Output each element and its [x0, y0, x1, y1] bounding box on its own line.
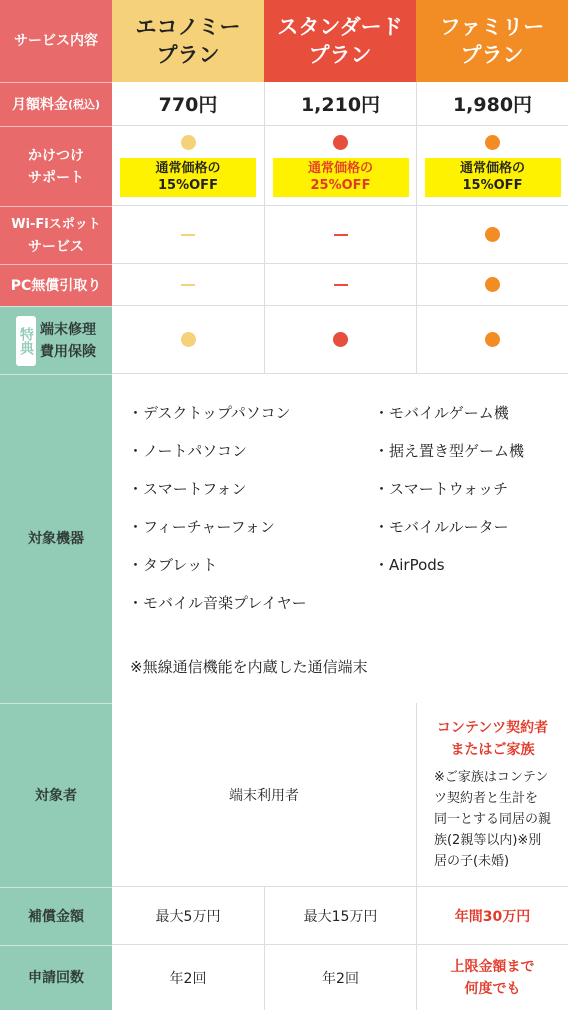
- target-common: [112, 703, 416, 887]
- coverage-label-cell: [0, 887, 112, 945]
- tokuten-standard: [264, 306, 416, 374]
- discount-line-2: 15%OFF: [462, 178, 523, 193]
- discount-line-1: 通常価格の: [155, 161, 221, 176]
- header-standard: [264, 0, 416, 82]
- wifi-family: [416, 206, 568, 264]
- price-value: 1,980円: [452, 94, 533, 116]
- device-item: ・据え置き型ゲーム機: [374, 442, 525, 460]
- discount-line-2: 15%OFF: [158, 178, 218, 193]
- kaketsuke-label-1: かけつけ: [28, 147, 84, 164]
- pc-label-cell: [0, 264, 112, 306]
- claims-economy: [112, 945, 264, 1010]
- claims-label: 申請回数: [28, 970, 84, 986]
- target-common-value: 端末利用者: [229, 787, 299, 804]
- discount-badge: [120, 158, 256, 197]
- standard-plan-name-2: プラン: [308, 43, 372, 67]
- included-dot-icon: [181, 332, 196, 347]
- pc-family: [416, 264, 568, 306]
- not-included-dash-icon: [181, 284, 195, 286]
- devices-column-2: [374, 394, 524, 584]
- discount-line-2: 25%OFF: [310, 178, 371, 193]
- included-dot-icon: [333, 135, 348, 150]
- device-item: ・モバイルルーター: [374, 518, 509, 536]
- claims-label-cell: [0, 945, 112, 1010]
- price-label-suffix: (税込): [67, 97, 101, 111]
- target-family: [416, 703, 568, 887]
- price-standard: [264, 82, 416, 126]
- target-label: 対象者: [35, 787, 77, 804]
- economy-plan-name-1: エコノミー: [135, 15, 241, 39]
- device-item: ・デスクトップパソコン: [128, 404, 291, 422]
- tokuten-economy: [112, 306, 264, 374]
- devices-note: ※無線通信機能を内蔵した通信端末: [130, 658, 368, 676]
- kaketsuke-economy: [112, 126, 264, 206]
- included-dot-icon: [485, 332, 500, 347]
- wifi-economy: [112, 206, 264, 264]
- wifi-label-cell: [0, 206, 112, 264]
- family-note-line: ツ契約者と生計を: [433, 791, 538, 806]
- coverage-label: 補償金額: [28, 908, 84, 925]
- header-family: [416, 0, 568, 82]
- family-plan-name-1: ファミリー: [439, 15, 545, 39]
- not-included-dash-icon: [181, 234, 195, 236]
- coverage-value: 最大15万円: [303, 908, 378, 925]
- included-dot-icon: [485, 277, 500, 292]
- not-included-dash-icon: [334, 234, 348, 236]
- pc-standard: [264, 264, 416, 306]
- device-item: ・モバイルゲーム機: [374, 404, 509, 422]
- discount-line-1: 通常価格の: [307, 161, 373, 176]
- claims-standard: [264, 945, 416, 1010]
- coverage-economy: [112, 887, 264, 945]
- price-economy: [112, 82, 264, 126]
- wifi-standard: [264, 206, 416, 264]
- devices-label: 対象機器: [28, 531, 84, 547]
- devices-column-1: [128, 394, 307, 622]
- device-item: ・タブレット: [128, 556, 218, 574]
- family-target-title-2: またはご家族: [450, 742, 535, 758]
- tokuten-label-2: 費用保険: [40, 343, 96, 360]
- coverage-family: [416, 887, 568, 945]
- device-item: ・スマートウォッチ: [374, 480, 509, 498]
- pc-label: PC無償引取り: [10, 277, 102, 294]
- included-dot-icon: [181, 135, 196, 150]
- family-note-line: 居の子(未婚): [433, 854, 510, 869]
- device-item: ・ノートパソコン: [128, 442, 247, 460]
- wifi-label-2: サービス: [28, 238, 84, 255]
- tokuten-label-cell: [0, 306, 112, 374]
- kaketsuke-standard: [264, 126, 416, 206]
- tokuten-label-1: 端末修理: [40, 321, 96, 338]
- included-dot-icon: [485, 135, 500, 150]
- family-plan-name-2: プラン: [460, 43, 524, 67]
- device-item: ・フィーチャーフォン: [128, 518, 275, 536]
- claims-family-line-2: 何度でも: [464, 980, 521, 997]
- price-value: 1,210円: [300, 94, 381, 116]
- family-target-title-1: コンテンツ契約者: [436, 720, 549, 736]
- claims-family-line-1: 上限金額まで: [450, 958, 535, 975]
- price-label-cell: [0, 82, 112, 126]
- claims-value: 年2回: [169, 970, 207, 987]
- included-dot-icon: [485, 227, 500, 242]
- family-note-line: 族(2親等以内)※別: [433, 833, 542, 848]
- economy-plan-name-2: プラン: [156, 43, 220, 67]
- standard-plan-name-1: スタンダード: [277, 15, 403, 39]
- family-note-line: ※ご家族はコンテン: [433, 770, 549, 785]
- claims-value: 年2回: [322, 970, 359, 987]
- target-label-cell: [0, 703, 112, 887]
- price-label: 月額料金: [11, 96, 68, 113]
- kaketsuke-label-2: サポート: [28, 169, 84, 186]
- kaketsuke-family: [416, 126, 568, 206]
- devices-list: [112, 374, 568, 704]
- tokuten-family: [416, 306, 568, 374]
- family-note-line: 同一とする同居の親: [433, 812, 551, 827]
- coverage-value: 最大5万円: [155, 908, 221, 925]
- device-item: ・スマートフォン: [128, 480, 247, 498]
- coverage-standard: [264, 887, 416, 945]
- coverage-value: 年間30万円: [454, 908, 531, 925]
- kaketsuke-label-cell: [0, 126, 112, 206]
- discount-line-1: 通常価格の: [459, 161, 525, 176]
- header-label-cell: [0, 0, 112, 82]
- device-item: ・モバイル音楽プレイヤー: [128, 594, 307, 612]
- devices-label-cell: [0, 374, 112, 703]
- discount-badge: [425, 158, 561, 197]
- tokuten-badge: 特典: [16, 316, 36, 366]
- pc-economy: [112, 264, 264, 306]
- header-economy: [112, 0, 264, 82]
- price-value: 770円: [158, 94, 218, 116]
- device-item: ・AirPods: [374, 556, 445, 574]
- not-included-dash-icon: [334, 284, 348, 286]
- included-dot-icon: [333, 332, 348, 347]
- discount-badge: [273, 158, 409, 197]
- service-label: サービス内容: [14, 33, 98, 49]
- price-family: [416, 82, 568, 126]
- claims-family: [416, 945, 568, 1010]
- wifi-label-1: Wi-Fiスポット: [11, 216, 101, 232]
